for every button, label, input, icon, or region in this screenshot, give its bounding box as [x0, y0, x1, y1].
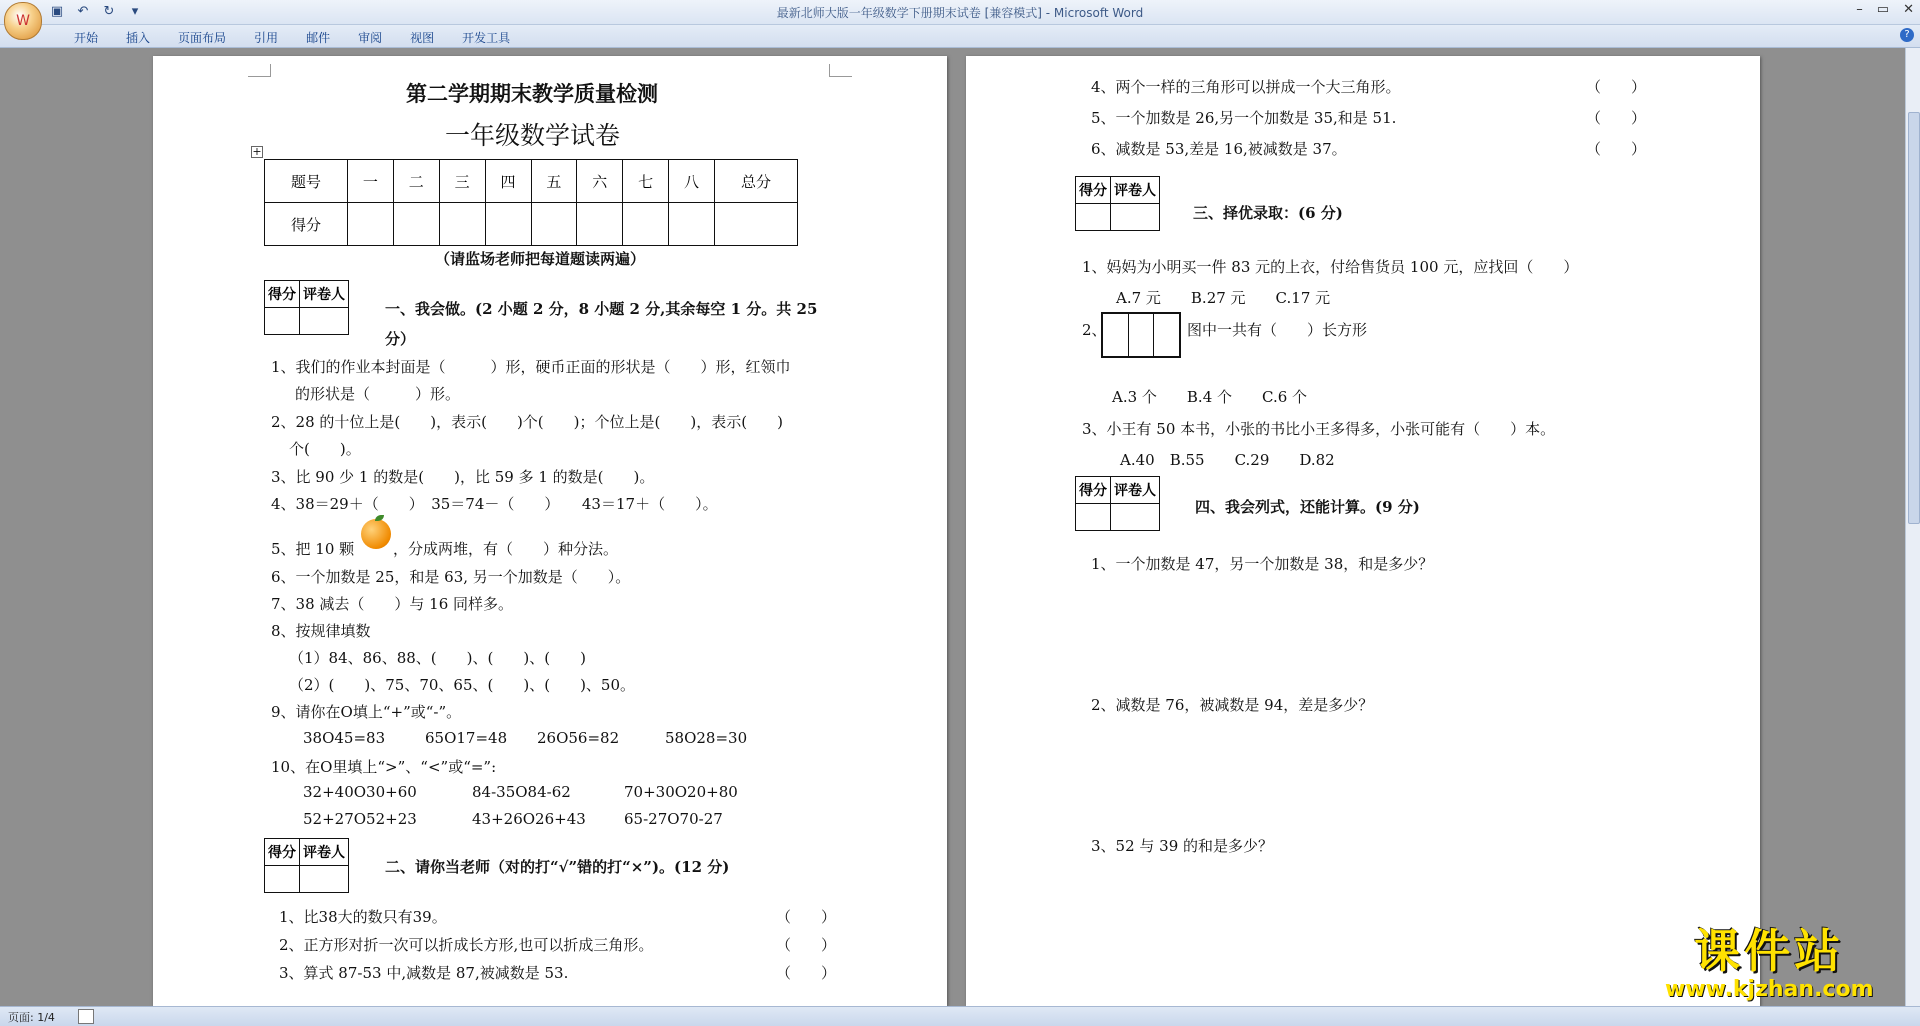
margin-corner [829, 64, 852, 77]
close-icon[interactable]: ✕ [1903, 2, 1914, 17]
scrollbar-thumb[interactable] [1908, 112, 1920, 524]
table-move-handle-icon[interactable]: + [252, 145, 262, 158]
office-button[interactable]: W [4, 2, 42, 40]
watermark-title: 课件站 [1694, 924, 1845, 978]
grader-cell[interactable] [300, 308, 349, 335]
help-icon[interactable]: ? [1900, 28, 1914, 42]
score-header-cell: 四 [485, 160, 531, 203]
document-page-1 [153, 56, 947, 1006]
judge-answer-paren[interactable]: （ ） [1586, 78, 1647, 96]
section4-heading: 四、我会列式，还能计算。(9 分) [1195, 498, 1420, 516]
section2-heading: 二、请你当老师（对的打“√”错的打“×”)。(12 分) [385, 858, 730, 876]
choice-options-1: A.7 元 B.27 元 C.17 元 [1116, 289, 1331, 307]
question-3: 3、比 90 少 1 的数是( )，比 59 多 1 的数是( )。 [271, 468, 655, 486]
grader-cell[interactable] [1076, 204, 1111, 231]
exam-title: 第二学期期末教学质量检测 [406, 81, 658, 106]
window-controls [1856, 2, 1914, 17]
question-10-item: 65-27O70-27 [624, 810, 723, 828]
choice-question-2: 图中一共有（ ）长方形 [1187, 321, 1368, 339]
tab-developer[interactable]: 开发工具 [462, 31, 511, 45]
maximize-icon[interactable]: ▭ [1876, 2, 1890, 17]
grader-score-label: 得分 [265, 839, 300, 866]
grader-cell[interactable] [1111, 504, 1160, 531]
judge-item: 3、算式 87-53 中,减数是 87,被减数是 53. [279, 964, 569, 982]
word-problem-3: 3、52 与 39 的和是多少？ [1091, 837, 1274, 855]
question-2-cont: 个( )。 [289, 440, 361, 458]
question-9: 9、请你在O填上“+”或“-”。 [271, 703, 462, 721]
question-8-1: （1）84、86、88、( )、( )、( ) [289, 649, 586, 667]
question-9-item: 38O45=83 [303, 729, 386, 747]
tab-home[interactable]: 开始 [74, 31, 99, 45]
score-cell[interactable] [577, 203, 623, 246]
question-8: 8、按规律填数 [271, 622, 371, 640]
document-workspace [0, 48, 1906, 1006]
save-icon[interactable]: ▣ [50, 4, 64, 19]
score-cell[interactable] [623, 203, 669, 246]
window-title: 最新北师大版一年级数学下册期末试卷 [兼容模式] - Microsoft Word [776, 6, 1144, 20]
tab-insert[interactable]: 插入 [126, 31, 151, 45]
score-header-cell: 二 [393, 160, 439, 203]
section1-heading: 一、我会做。(2 小题 2 分，8 小题 2 分,其余每空 1 分。共 25 [385, 300, 818, 318]
grader-cell[interactable] [265, 866, 300, 893]
question-7: 7、38 减去（ ）与 16 同样多。 [271, 595, 514, 613]
judge-item: 1、比38大的数只有39。 [279, 908, 447, 926]
question-5-cont: ，分成两堆，有（ ）种分法。 [393, 540, 619, 558]
score-cell[interactable] [669, 203, 715, 246]
score-cell[interactable] [531, 203, 577, 246]
question-1-cont: 的形状是（ ）形。 [295, 385, 461, 403]
watermark-url: www.kjzhan.com [1665, 977, 1874, 1002]
grader-cell[interactable] [265, 308, 300, 335]
question-9-item: 58O28=30 [665, 729, 748, 747]
score-header-cell: 三 [439, 160, 485, 203]
proofing-icon[interactable] [78, 1009, 94, 1024]
ribbon [0, 25, 1920, 48]
tab-references[interactable]: 引用 [254, 31, 279, 45]
word-problem-2: 2、减数是 76，被减数是 94，差是多少？ [1091, 696, 1374, 714]
proctor-notice: （请监场老师把每道题读两遍） [435, 250, 646, 268]
tab-review[interactable]: 审阅 [358, 31, 383, 45]
grader-cell[interactable] [300, 866, 349, 893]
exam-subtitle: 一年级数学试卷 [445, 121, 621, 150]
score-header-cell: 八 [669, 160, 715, 203]
undo-icon[interactable]: ↶ [77, 4, 89, 19]
question-9-item: 26O56=82 [537, 729, 620, 747]
score-cell[interactable] [348, 203, 394, 246]
judge-item: 4、两个一样的三角形可以拼成一个大三角形。 [1091, 78, 1401, 96]
tab-page-layout[interactable]: 页面布局 [178, 31, 227, 45]
score-header-cell: 一 [348, 160, 394, 203]
score-cell[interactable] [439, 203, 485, 246]
question-10-item: 52+27O52+23 [303, 810, 417, 828]
grader-cell[interactable] [1076, 504, 1111, 531]
orange-icon [361, 519, 391, 549]
question-10: 10、在O里填上“>”、“<”或“=”: [271, 758, 497, 776]
score-table [264, 159, 798, 246]
question-8-2: （2）( )、75、70、65、( )、( )、50。 [289, 676, 636, 694]
page-count[interactable]: 页面: 1/4 [8, 1011, 55, 1024]
question-10-item: 32+40O30+60 [303, 783, 417, 801]
judge-item: 2、正方形对折一次可以折成长方形,也可以折成三角形。 [279, 936, 654, 954]
ribbon-tabs [60, 29, 524, 46]
grader-score-label: 得分 [1076, 177, 1111, 204]
watermark-logo [1665, 925, 1874, 1002]
question-9-item: 65O17=48 [425, 729, 508, 747]
word-problem-1: 1、一个加数是 47，另一个加数是 38，和是多少？ [1091, 555, 1434, 573]
grader-box [1075, 476, 1160, 531]
redo-icon[interactable]: ↻ [103, 4, 115, 19]
margin-corner [248, 64, 271, 77]
judge-answer-paren[interactable]: （ ） [1586, 140, 1647, 158]
grader-cell[interactable] [1111, 204, 1160, 231]
question-10-item: 84-35O84-62 [472, 783, 571, 801]
status-bar [0, 1006, 1920, 1026]
section3-heading: 三、择优录取：(6 分) [1193, 204, 1343, 222]
choice-question-2-number: 2、 [1082, 321, 1107, 339]
minimize-icon[interactable]: – [1856, 2, 1863, 17]
judge-answer-paren[interactable]: （ ） [1586, 109, 1647, 127]
document-page-2 [966, 56, 1760, 1006]
grader-score-label: 得分 [265, 281, 300, 308]
question-6: 6、一个加数是 25，和是 63, 另一个加数是（ ）。 [271, 568, 631, 586]
grader-name-label: 评卷人 [1111, 177, 1160, 204]
choice-question-3: 3、小王有 50 本书，小张的书比小王多得多，小张可能有（ ）本。 [1082, 420, 1556, 438]
grader-box [1075, 176, 1160, 231]
choice-options-3: A.40 B.55 C.29 D.82 [1120, 451, 1335, 469]
score-cell[interactable] [715, 203, 798, 246]
score-row-label: 得分 [265, 203, 348, 246]
question-10-item: 70+30O20+80 [624, 783, 738, 801]
judge-item: 5、一个加数是 26,另一个加数是 35,和是 51. [1091, 109, 1397, 127]
title-bar [0, 0, 1920, 25]
question-5: 5、把 10 颗 [271, 540, 355, 558]
question-1: 1、我们的作业本封面是（ ）形，硬币正面的形状是（ ）形，红领巾 [271, 358, 791, 376]
tab-mailings[interactable]: 邮件 [306, 31, 331, 45]
score-header-cell: 题号 [265, 160, 348, 203]
question-10-item: 43+26O26+43 [472, 810, 586, 828]
grader-box [264, 838, 349, 893]
grader-name-label: 评卷人 [300, 281, 349, 308]
score-header-cell: 七 [623, 160, 669, 203]
choice-options-2: A.3 个 B.4 个 C.6 个 [1112, 388, 1308, 406]
grader-name-label: 评卷人 [300, 839, 349, 866]
choice-question-1: 1、妈妈为小明买一件 83 元的上衣，付给售货员 100 元，应找回（ ） [1082, 258, 1579, 276]
score-header-cell: 五 [531, 160, 577, 203]
customize-dropdown-icon[interactable]: ▾ [131, 4, 139, 19]
question-4: 4、38＝29＋（ ） 35＝74－（ ） 43＝17＋（ ）。 [271, 495, 718, 513]
grader-box [264, 280, 349, 335]
question-2: 2、28 的十位上是( )，表示( )个( )；个位上是( )，表示( ) [271, 413, 783, 431]
score-header-cell: 六 [577, 160, 623, 203]
judge-item: 6、减数是 53,差是 16,被减数是 37。 [1091, 140, 1347, 158]
score-cell[interactable] [485, 203, 531, 246]
section1-heading-cont: 分） [385, 330, 416, 348]
score-cell[interactable] [393, 203, 439, 246]
vertical-scrollbar[interactable] [1905, 48, 1920, 1006]
judge-answer-paren[interactable]: （ ） [776, 964, 837, 982]
judge-answer-paren[interactable]: （ ） [776, 908, 837, 926]
rectangles-figure [1101, 312, 1181, 358]
judge-answer-paren[interactable]: （ ） [776, 936, 837, 954]
grader-score-label: 得分 [1076, 477, 1111, 504]
grader-name-label: 评卷人 [1111, 477, 1160, 504]
score-header-cell: 总分 [715, 160, 798, 203]
tab-view[interactable]: 视图 [410, 31, 435, 45]
